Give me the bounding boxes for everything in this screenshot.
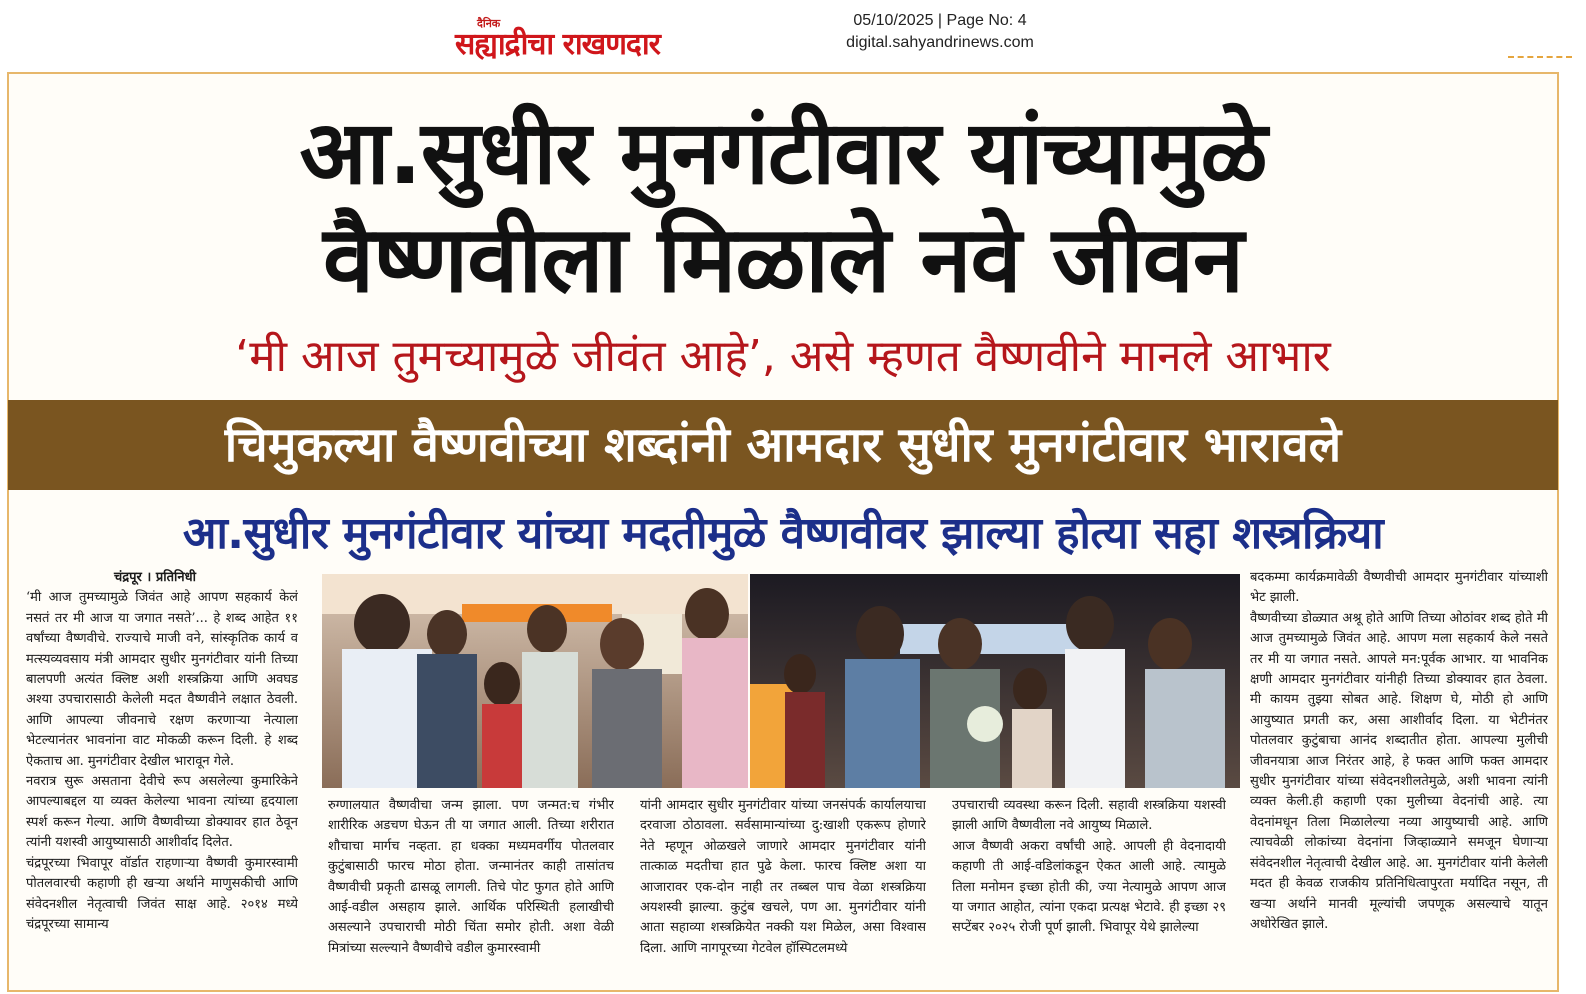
logo-daily-label: दैनिक: [477, 17, 501, 30]
paragraph: बदकम्मा कार्यक्रमावेळी वैष्णवीची आमदार मुनगंटीवार यांच्याशी भेट झाली.: [1250, 570, 1548, 606]
event-photo-right[interactable]: [750, 574, 1240, 788]
masthead: [0, 0, 1586, 66]
headline-line-1: आ.सुधीर मुनगंटीवार यांच्यामुळे: [299, 101, 1267, 204]
paragraph: ‘मी आज तुमच्यामुळे जिवंत आहे आपण सहकार्य केलं नसतं तर मी आज या जगात नसते’... हे शब्द आहेत ११ वर्षांच्या वैष्णवीचे. राज्याचे माजी वने, सांस्कृतिक कार्य व मत्स्यव्यवसाय मंत्री आमदार सुधीर मुनगंटीवार यांनी तिच्या बालपणी अत्यंत क्लिष्ट अशी शस्त्रक्रिया आणि अवघड अश्या उपचारासाठी केलेली मदत वैष्णवीने लक्षात ठेवली. आणि आपल्या जीवनाचे रक्षण करणाऱ्या नेत्याला भेटल्यानंतर भावनांना वाट मोकळी करून दिली. हे शब्द ऐकताच आ. मुनगंटीवार देखील भारावून गेले.: [26, 590, 298, 769]
article-column-3: [640, 796, 926, 988]
byline: चंद्रपूर । प्रतिनिधी: [114, 570, 196, 585]
paragraph: वैष्णवीच्या डोळ्यात अश्रू होते आणि तिच्या ओठांवर शब्द होते मी आज तुमच्यामुळे जिवंत आहे. आपण मला सहकार्य केले नसते तर मी या जगात नसते. आपले मन:पूर्वक आभार. या भावनिक क्षणी आमदार मुनगंटीवार यांनीही तिच्या डोक्यावर हात ठेवला. मी कायम तुझ्या सोबत आहे. शिक्षण घे, मोठी हो आणि आयुष्यात प्रगती कर, असा आशीर्वाद दिला. या भेटीनंतर पोतलवार कुटुंबाचा आनंद शब्दातीत होता. आपल्या मुलीची जीवनयात्रा आज निरंतर आहे, हे फक्त आणि फक्त आमदार सुधीर मुनगंटीवार यांच्या संवेदनशीलतेमुळे, अशी भावना त्यांनी व्यक्त केली.ही कहाणी एका मुलीच्या वेदनांची आहे. त्या वेदनांमधून तिला मिळालेल्या नव्या आयुष्याची आहे. आणि त्याचवेळी लोकांच्या वेदनांना जिव्हाळ्याने समजून घेणाऱ्या संवेदनशील नेतृत्वाची देखील आहे. आ. मुनगंटीवार यांनी केलेली मदत ही केवळ राजकीय प्रतिनिधित्वापुरता मर्यादित नसून, ती खऱ्या अर्थाने मानवी मूल्यांची जपणूक असल्याचे यातून अधोरेखित झाले.: [1250, 610, 1548, 932]
article-column-4: [952, 796, 1226, 988]
paragraph: नवरात्र सुरू असताना देवीचे रूप असलेल्या कुमारिकेने आपल्याबद्दल या व्यक्त केलेल्या भावना त्यांच्या हृदयाला स्पर्श करून गेल्या. आणि वैष्णवीच्या डोक्यावर हात ठेवून त्यांनी यशस्वी आयुष्यासाठी आशीर्वाद दिलेत.: [26, 774, 298, 851]
issue-meta: [830, 10, 1050, 54]
website-link[interactable]: digital.sahyandrinews.com: [846, 34, 1034, 51]
highlight-band: [8, 400, 1558, 490]
paragraph: आज वैष्णवी अकरा वर्षांची आहे. आपली ही वेदनादायी कहाणी ती आई-वडिलांकडून ऐकत आली आहे. त्यामुळे तिला मनोमन इच्छा होती की, ज्या नेत्यामुळे आपण आज या जगात आहोत, त्यांना एकदा प्रत्यक्ष भेटावे. ही इच्छा २९ सप्टेंबर २०२५ रोजी पूर्ण झाली. भिवापूर येथे झालेल्या: [952, 838, 1226, 936]
article-column-5: [1250, 568, 1548, 988]
paragraph: यांनी आमदार सुधीर मुनगंटीवार यांच्या जनसंपर्क कार्यालयाचा दरवाजा ठोठावला. सर्वसामान्यांच्या दु:खाशी एकरूप होणारे नेते म्हणून ओळखले जाणारे आमदार मुनगंटीवार यांनी तात्काळ मदतीचा हात पुढे केला. फारच क्लिष्ट अशा या आजारावर एक-दोन नाही तर तब्बल पाच वेळा शस्त्रक्रिया अयशस्वी झाल्या. कुटुंब खचले, पण आ. मुनगंटीवार यांनी आता सहाव्या शस्त्रक्रियेत नक्की यश मिळेल, असा विश्वास दिला. आणि नागपूरच्या गेटवेल हॉस्पिटलमध्ये: [640, 798, 926, 956]
date-page-number: 05/10/2025 | Page No: 4: [853, 12, 1027, 29]
photo-illustration: [322, 574, 748, 788]
logo-title: सह्याद्रीचा राखणदार: [455, 27, 660, 62]
photo-illustration: [750, 574, 1240, 788]
quote-subheadline: ‘मी आज तुमच्यामुळे जीवंत आहे’, असे म्हणत वैष्णवीने मानले आभार: [235, 331, 1331, 382]
paragraph: चंद्रपूरच्या भिवापूर वॉर्डात राहणाऱ्या वैष्णवी कुमारस्वामी पोतलवारची कहाणी ही खऱ्या अर्थाने माणुसकीची आणि संवेदनशील नेतृत्वाची जिवंत साक्ष आहे. २०१४ मध्ये चंद्रपूरच्या सामान्य: [26, 855, 298, 932]
article-column-1: [26, 568, 298, 988]
article-column-2: [328, 796, 614, 988]
headline-line-2: वैष्णवीला मिळाले नवे जीवन: [322, 206, 1244, 313]
blue-subheadline: आ.सुधीर मुनगंटीवार यांच्या मदतीमुळे वैष्णवीवर झाल्या होत्या सहा शस्त्रक्रिया: [182, 508, 1384, 559]
newspaper-logo[interactable]: [455, 18, 755, 62]
paragraph: रुग्णालयात वैष्णवीचा जन्म झाला. पण जन्मत:च गंभीर शारीरिक अडचण घेऊन ती या जगात आली. तिच्या शरीरात शौचाचा मार्गच नव्हता. हा धक्का मध्यमवर्गीय पोतलवार कुटुंबासाठी फारच मोठा होता. जन्मानंतर काही तासांतच वैष्णवीची प्रकृती ढासळू लागली. तिचे पोट फुगत होते आणि आई-वडील असहाय झाले. आर्थिक परिस्थिती हलाखीची असल्याने उपचाराची मोठी चिंता समोर होती. अशा वेळी मित्रांच्या सल्ल्याने वैष्णवीचे वडील कुमारस्वामी: [328, 798, 614, 956]
paragraph: उपचाराची व्यवस्था करून दिली. सहावी शस्त्रक्रिया यशस्वी झाली आणि वैष्णवीला नवे आयुष्य मिळाले.: [952, 798, 1226, 834]
event-photo-left[interactable]: [322, 574, 748, 788]
highlight-band-text: चिमुकल्या वैष्णवीच्या शब्दांनी आमदार सुधीर मुनगंटीवार भारावले: [224, 417, 1342, 473]
decorative-divider: [1508, 56, 1572, 62]
